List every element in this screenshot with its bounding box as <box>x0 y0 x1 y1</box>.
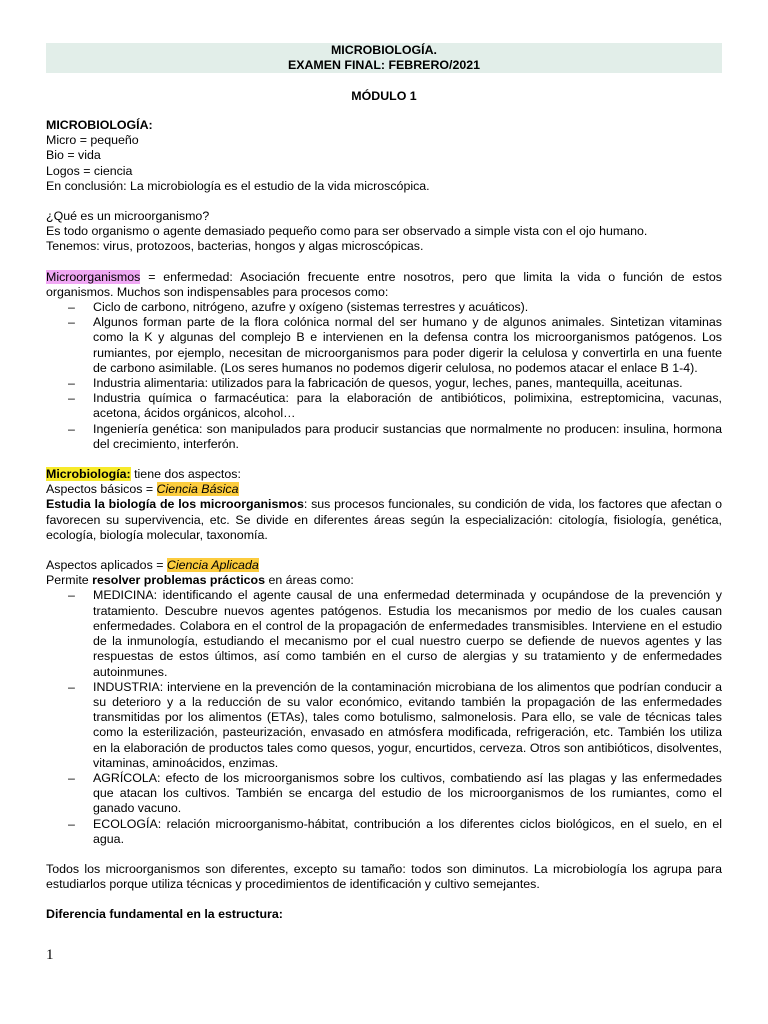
paragraph-gap <box>46 847 722 862</box>
study-bold: Estudia la biología de los microorganismos <box>46 497 304 512</box>
list-item <box>46 588 722 679</box>
list-item-text: AGRÍCOLA: efecto de los microorganismos sobre los cultivos, combatiendo así las plagas y las enfermedades que atacan los cultivos. También se encarga del estudio de los microorganismos de los rumiantes, como el ganado vacuno. <box>93 770 722 816</box>
dash-marker: – <box>68 679 75 694</box>
conclusion-paragraph: Todos los microorganismos son diferentes, excepto su tamaño: todos son diminutos. La microbiología los agrupa para estudiarlos porque utiliza técnicas y procedimientos de identificación y cultivo semejantes. <box>46 861 722 892</box>
permits-bold: resolver problemas prácticos <box>92 573 265 588</box>
page-number: 1 <box>46 947 54 963</box>
question-examples: Tenemos: virus, protozoos, bacterias, hongos y algas microscópicas. <box>46 239 424 254</box>
intro-line: Logos = ciencia <box>46 163 133 178</box>
areas-list <box>46 588 722 846</box>
study-text: : sus procesos funcionales, su condición de vida, los factores que afectan o favorecen su supervivencia, etc. Se divide en diferentes áreas según la especialización: citología, fisiología, genética, ecología, biología molecular, taxonomía. <box>46 497 722 542</box>
applied-science-highlight: Ciencia Aplicada <box>166 558 259 573</box>
list-item-text: ECOLOGÍA: relación microorganismo-hábitat, contribución a los diferentes ciclos biológicos, en el suelo, en el agua. <box>93 816 722 846</box>
list-item-text: Ciclo de carbono, nitrógeno, azufre y oxígeno (sistemas terrestres y acuáticos). <box>93 300 529 315</box>
list-item <box>46 300 722 315</box>
document-header <box>46 43 722 73</box>
module-title: MÓDULO 1 <box>351 89 417 103</box>
list-item <box>46 376 722 391</box>
permits-suffix: en áreas como: <box>265 573 354 588</box>
microorganisms-highlight: Microorganismos <box>46 269 141 284</box>
dash-marker: – <box>68 315 75 330</box>
dash-marker: – <box>68 421 75 436</box>
paragraph-gap <box>46 543 722 558</box>
intro-heading: MICROBIOLOGÍA: <box>46 118 153 132</box>
list-item-text: INDUSTRIA: interviene en la prevención de la contaminación microbiana de los alimentos que podrían conducir a su deterioro y a la reducción de su valor económico, evitando también la propagación de las enfermedades transmitidas por los alimentos (ETAs), tales como botulismo, salmonelosis. Para ello, se vale de técnicas tales como la esterilización, pasteurización, envasado en atmósfera modificada, refrigeración, etc. También los utiliza en la elaboración de productos tales como quesos, yogur, encurtidos, cerveza. Otros son antibióticos, disolventes, vitaminas, aminoácidos, enzimas. <box>93 679 722 770</box>
applied-aspects-label: Aspectos aplicados = <box>46 558 167 573</box>
intro-line: En conclusión: La microbiología es el estudio de la vida microscópica. <box>46 178 430 193</box>
applied-aspects <box>46 558 722 573</box>
dash-marker: – <box>68 376 75 391</box>
list-item-text: Algunos forman parte de la flora colónica normal del ser humano y de algunos animales. Sintetizan vitaminas como la K y algunas del complejo B e intervienen en la defensa contra los microorganismos patógenos. Los rumiantes, por ejemplo, necesitan de microorganismos para poder digerir la celulosa y convertirla en una fuente de carbono asimilable. (Los seres humanos no podemos digerir celulosa, no podemos atacar el enlace B 1-4). <box>93 315 722 375</box>
paragraph-gap <box>46 194 722 209</box>
dash-marker: – <box>68 816 75 831</box>
process-list <box>46 300 722 452</box>
dash-marker: – <box>68 391 75 406</box>
list-item-text: Ingeniería genética: son manipulados para producir sustancias que normalmente no producen: insulina, hormona del crecimiento, interferón. <box>93 421 722 451</box>
structure-heading: Diferencia fundamental en la estructura: <box>46 907 283 922</box>
dash-marker: – <box>68 588 75 603</box>
document-title: MICROBIOLOGÍA. <box>330 43 437 57</box>
permits-prefix: Permite <box>46 573 93 588</box>
intro-line: Bio = vida <box>46 148 101 163</box>
microorganisms-text: = enfermedad: Asociación frecuente entre nosotros, pero que limita la vida o función de estos organismos. Muchos son indispensables para procesos como: <box>46 269 722 299</box>
basic-aspects-label: Aspectos básicos = <box>46 482 157 497</box>
question-title: ¿Qué es un microorganismo? <box>46 209 210 224</box>
document-subtitle: EXAMEN FINAL: FEBRERO/2021 <box>287 58 481 72</box>
paragraph-gap <box>46 255 722 270</box>
dash-marker: – <box>68 770 75 785</box>
list-item-text: Industria alimentaria: utilizados para la fabricación de quesos, yogur, leches, panes, mantequilla, aceitunas. <box>93 376 683 391</box>
list-item <box>46 422 722 452</box>
dash-marker: – <box>68 300 75 315</box>
paragraph-gap <box>46 892 722 907</box>
basic-aspects <box>46 482 722 497</box>
list-item-text: MEDICINA: identificando el agente causal de una enfermedad determinada y ocupándose de la prevención y tratamiento. Descubre nuevos agentes patógenos. Estudia los mecanismos por medio de los cuales causan enfermedades. Colabora en el control de la propagación de enfermedades transmisibles. Interviene en el estudio de la inmunología, estudiando el mecanismo por el cual nuestro cuerpo se defiende de nuevos agentes y las respuestas de estos últimos, así como también en el curso de alergias y su tratamiento y de enfermedades autoinmunes. <box>93 588 722 679</box>
list-item <box>46 315 722 376</box>
permits-line <box>46 573 722 588</box>
microbiology-intro <box>46 467 722 482</box>
document-body <box>46 118 722 923</box>
microbiology-text: tiene dos aspectos: <box>130 467 241 482</box>
question-answer: Es todo organismo o agente demasiado pequeño como para ser observado a simple vista con el ojo humano. <box>46 224 648 239</box>
list-item <box>46 817 722 847</box>
microorganisms-paragraph <box>46 270 722 300</box>
list-item-text: Industria química o farmacéutica: para la elaboración de antibióticos, polimixina, estreptomicina, vacunas, acetona, ácidos orgánicos, alcohol… <box>93 391 722 421</box>
list-item <box>46 680 722 771</box>
paragraph-gap <box>46 452 722 467</box>
list-item <box>46 391 722 421</box>
list-item <box>46 771 722 817</box>
microbiology-highlight: Microbiología: <box>46 467 131 482</box>
intro-line: Micro = pequeño <box>46 133 139 148</box>
study-paragraph <box>46 497 722 543</box>
basic-science-highlight: Ciencia Básica <box>156 482 239 497</box>
